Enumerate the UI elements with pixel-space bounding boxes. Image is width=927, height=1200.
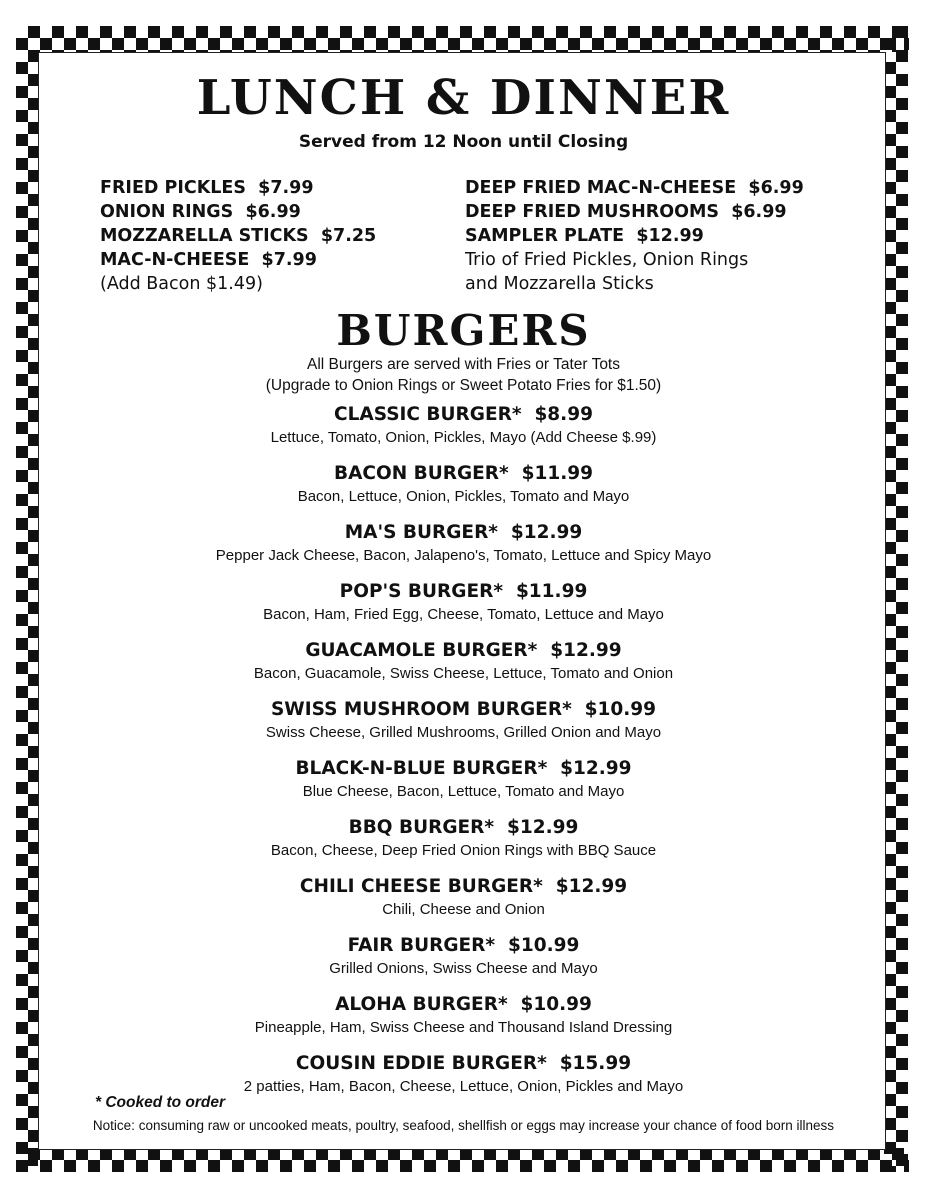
burger-name: GUACAMOLE BURGER* $12.99 bbox=[305, 640, 622, 661]
burger-name: CLASSIC BURGER* $8.99 bbox=[334, 404, 593, 425]
burger-name: SWISS MUSHROOM BURGER* $10.99 bbox=[270, 699, 657, 720]
burger-name: COUSIN EDDIE BURGER* $15.99 bbox=[295, 1053, 632, 1074]
burger-item bbox=[0, 638, 927, 697]
burger-name: POP'S BURGER* $11.99 bbox=[339, 581, 588, 602]
burger-item bbox=[0, 520, 927, 579]
burger-description: Pepper Jack Cheese, Bacon, Jalapeno's, Tomato, Lettuce and Spicy Mayo bbox=[215, 547, 712, 564]
burger-item bbox=[0, 402, 927, 461]
appetizer-item: MAC-N-CHEESE $7.99 bbox=[100, 250, 317, 270]
burger-description: Bacon, Cheese, Deep Fried Onion Rings with BBQ Sauce bbox=[270, 842, 657, 859]
food-safety-notice: Notice: consuming raw or uncooked meats, poultry, seafood, shellfish or eggs may increase your chance of food born illness bbox=[92, 1118, 835, 1133]
appetizer-note: (Add Bacon $1.49) bbox=[100, 274, 263, 294]
appetizer-item: FRIED PICKLES $7.99 bbox=[100, 178, 314, 198]
burger-description: Chili, Cheese and Onion bbox=[382, 901, 545, 918]
burger-name: BLACK-N-BLUE BURGER* $12.99 bbox=[295, 758, 632, 779]
burger-name: CHILI CHEESE BURGER* $12.99 bbox=[299, 876, 628, 897]
burger-item bbox=[0, 874, 927, 933]
burger-item bbox=[0, 461, 927, 520]
burger-description: Grilled Onions, Swiss Cheese and Mayo bbox=[329, 960, 598, 977]
burger-item bbox=[0, 992, 927, 1051]
burger-description: Bacon, Guacamole, Swiss Cheese, Lettuce, Tomato and Onion bbox=[253, 665, 674, 682]
burger-item bbox=[0, 756, 927, 815]
burger-description: Bacon, Lettuce, Onion, Pickles, Tomato and Mayo bbox=[297, 488, 630, 505]
burger-name: FAIR BURGER* $10.99 bbox=[347, 935, 580, 956]
burger-name: MA'S BURGER* $12.99 bbox=[344, 522, 583, 543]
burgers-intro-line: All Burgers are served with Fries or Tater Tots bbox=[307, 356, 620, 373]
appetizer-note: Trio of Fried Pickles, Onion Rings bbox=[465, 250, 749, 270]
burger-description: Blue Cheese, Bacon, Lettuce, Tomato and Mayo bbox=[302, 783, 625, 800]
burger-name: BBQ BURGER* $12.99 bbox=[348, 817, 579, 838]
page-title: LUNCH & DINNER bbox=[196, 70, 731, 126]
burger-item bbox=[0, 933, 927, 992]
burger-description: Swiss Cheese, Grilled Mushrooms, Grilled Onion and Mayo bbox=[265, 724, 662, 741]
burger-description: 2 patties, Ham, Bacon, Cheese, Lettuce, Onion, Pickles and Mayo bbox=[243, 1078, 684, 1095]
appetizer-item: SAMPLER PLATE $12.99 bbox=[465, 226, 704, 246]
burger-name: BACON BURGER* $11.99 bbox=[333, 463, 594, 484]
cooked-to-order-note: * Cooked to order bbox=[95, 1094, 226, 1111]
service-hours: Served from 12 Noon until Closing bbox=[298, 132, 629, 152]
appetizer-item: DEEP FRIED MAC-N-CHEESE $6.99 bbox=[465, 178, 804, 198]
appetizer-item: DEEP FRIED MUSHROOMS $6.99 bbox=[465, 202, 787, 222]
burger-name: ALOHA BURGER* $10.99 bbox=[335, 994, 592, 1015]
burger-description: Lettuce, Tomato, Onion, Pickles, Mayo (Add Cheese $.99) bbox=[270, 429, 657, 446]
burger-item bbox=[0, 697, 927, 756]
appetizers-left-column bbox=[100, 176, 376, 296]
burgers-intro-line: (Upgrade to Onion Rings or Sweet Potato Fries for $1.50) bbox=[265, 377, 662, 394]
burger-list bbox=[0, 402, 927, 1110]
checkered-border-top bbox=[16, 26, 909, 52]
burgers-intro bbox=[0, 354, 927, 396]
appetizers-right-column bbox=[465, 176, 804, 296]
burger-item bbox=[0, 815, 927, 874]
burger-description: Bacon, Ham, Fried Egg, Cheese, Tomato, Lettuce and Mayo bbox=[263, 606, 664, 623]
appetizer-item: ONION RINGS $6.99 bbox=[100, 202, 301, 222]
burger-item bbox=[0, 579, 927, 638]
checkered-border-bottom bbox=[16, 1148, 909, 1172]
burger-description: Pineapple, Ham, Swiss Cheese and Thousand Island Dressing bbox=[254, 1019, 673, 1036]
appetizer-note: and Mozzarella Sticks bbox=[465, 274, 654, 294]
appetizer-item: MOZZARELLA STICKS $7.25 bbox=[100, 226, 377, 246]
section-title-burgers: BURGERS bbox=[336, 306, 591, 355]
